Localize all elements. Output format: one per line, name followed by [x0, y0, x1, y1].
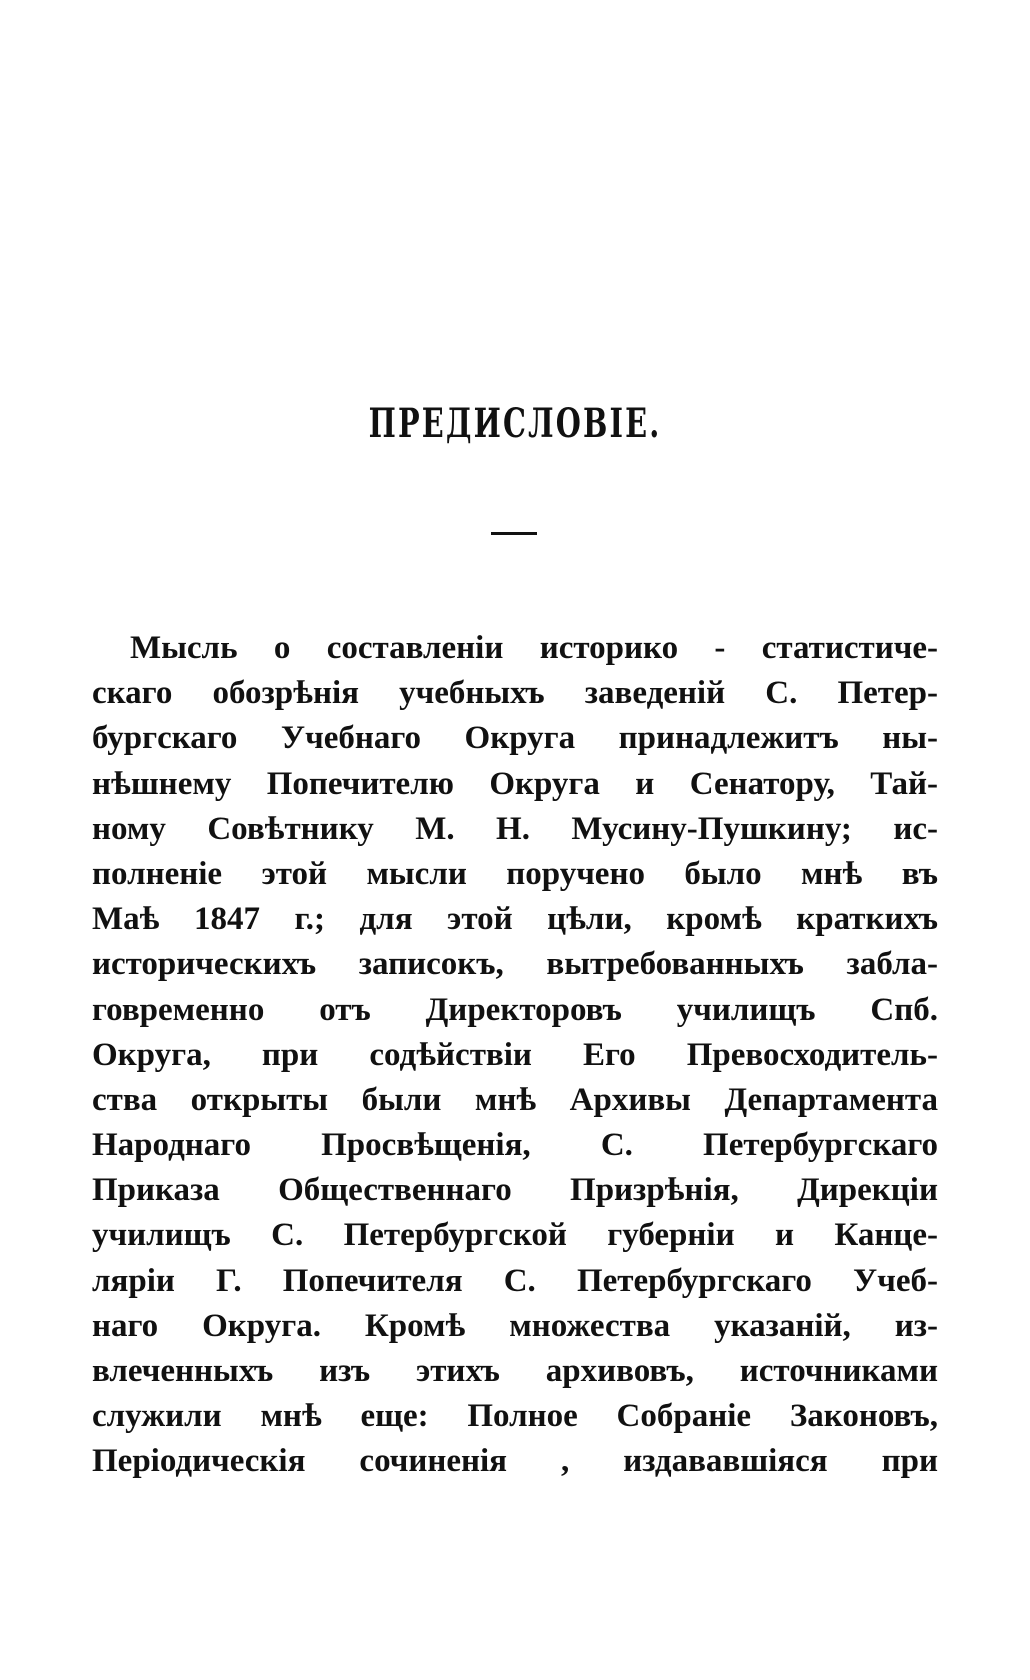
- text-line: Періодическія сочиненія , издававшіяся при: [92, 1443, 938, 1480]
- text-line: училищъ С. Петербургской губерніи и Канце-: [92, 1217, 938, 1254]
- text-line: Мысль о составленіи историко - статистиче-: [130, 630, 938, 666]
- text-line: бургскаго Учебнаго Округа принадлежитъ ны-: [92, 720, 938, 757]
- text-line: ства открыты были мнѣ Архивы Департамента: [92, 1081, 938, 1118]
- text-line: полненіе этой мысли поручено было мнѣ въ: [92, 855, 938, 892]
- text-line: Приказа Общественнаго Призрѣнія, Дирекціи: [92, 1172, 938, 1209]
- text-line: Маѣ 1847 г.; для этой цѣли, кромѣ краткихъ: [92, 901, 938, 938]
- text-line: ному Совѣтнику М. Н. Мусину-Пушкину; ис-: [92, 810, 938, 847]
- text-line: говременно отъ Директоровъ училищъ Спб.: [92, 991, 938, 1028]
- title-separator-dash: [491, 532, 537, 535]
- text-line: влеченныхъ изъ этихъ архивовъ, источниками: [92, 1353, 938, 1389]
- text-line: наго Округа. Кромѣ множества указаній, из-: [92, 1307, 938, 1344]
- text-line: ляріи Г. Попечителя С. Петербургскаго Учеб-: [92, 1262, 938, 1299]
- text-line: историческихъ записокъ, вытребованныхъ забла-: [92, 946, 938, 983]
- text-line: служили мнѣ еще: Полное Собраніе Законовъ,: [92, 1398, 938, 1435]
- text-line: скаго обозрѣнія учебныхъ заведеній С. Петер-: [92, 675, 938, 712]
- text-line: нѣшнему Попечителю Округа и Сенатору, Тай-: [92, 765, 938, 802]
- page-title: ПРЕДИСЛОВІЕ.: [368, 400, 662, 447]
- text-line: Народнаго Просвѣщенія, С. Петербургскаго: [92, 1127, 938, 1164]
- body-paragraph: [92, 626, 938, 1485]
- text-line: Округа, при содѣйствіи Его Превосходитель-: [92, 1036, 938, 1073]
